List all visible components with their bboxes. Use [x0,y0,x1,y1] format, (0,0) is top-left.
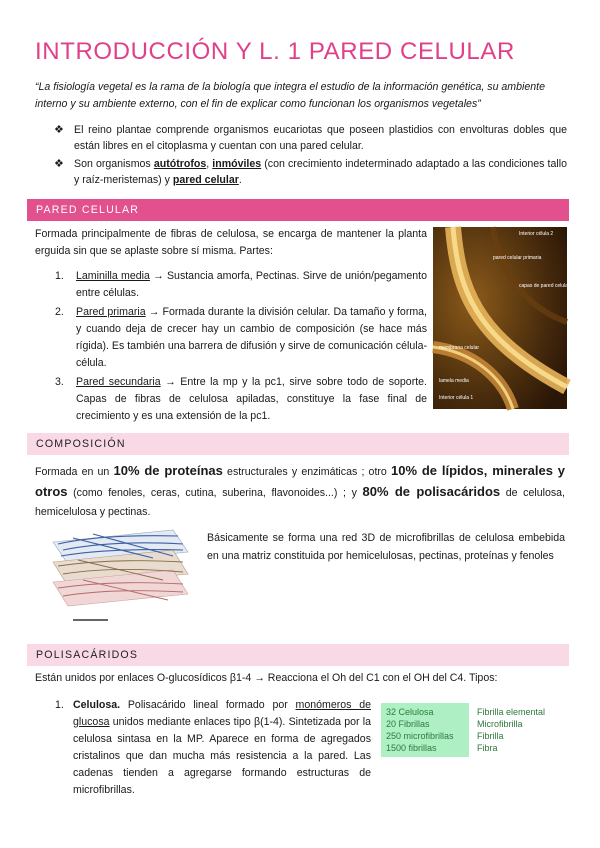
bullet-text: . [238,174,242,186]
diamond-bullet-icon: ❖ [54,124,64,136]
table-cell: Microfibrilla [477,719,523,729]
text: unidos mediante enlaces tipo β(1-4). Sintetizada por la celulosa sintasa en la MP. Aparece en forma de agregados cristalinos que dan mucha más resistencia a la pared. Las cadenas tienden a agregarse formando estructuras de microfibrillas. [73,716,371,796]
term-inmoviles: inmóviles [212,158,262,170]
bullet-text: , [206,158,213,170]
term-pared-secundaria: Pared secundaria [76,376,161,388]
item-number: 3. [55,376,64,388]
composicion-side-text: Básicamente se forma una red 3D de microfibrillas de celulosa embebida en una matriz constituida por hemicelulosas, pectinas, proteínas y fenoles [207,532,565,562]
page-title: INTRODUCCIÓN Y L. 1 PARED CELULAR [35,38,515,65]
pared-parts-list [55,268,427,427]
pct-lipidos: 10% de lípidos, minerales y otros [35,463,565,499]
pct-proteinas: 10% de proteínas [113,463,223,478]
pct-polisacaridos: 80% de polisacáridos [362,484,501,499]
table-cell: 1500 fibrillas [386,743,437,753]
term-pared-celular: pared celular [172,174,239,186]
label-lamela-media: lamela media [439,378,469,384]
item-text: → Entre la mp y la pc1, sirve sobre todo de soporte. Capas de fibras de celulosa apiladas, constituye la fase final de crecimiento y es una extensión de la pc1. [76,376,428,422]
celulosa-item [55,697,371,799]
label-pared-primaria: pared celular primaria [493,255,542,261]
table-cell: Fibra [477,743,498,753]
fibril-name-column [469,703,559,757]
table-cell: Fibrilla [477,731,504,741]
table-cell: 32 Celulosa [386,707,434,717]
intro-bullet-list [52,122,567,190]
fibril-hierarchy-table [381,703,559,757]
fibril-count-column [381,703,469,757]
bullet-text: El reino plantae comprende organismos eucariotas que poseen plastidios con envolturas dobles que están libres en el citoplasma y cuentan con una pared celular. [74,124,567,152]
list-item [55,304,427,372]
text: Polisacárido lineal formado por [120,699,296,711]
section-header-pared-celular: PARED CELULAR [27,199,569,221]
bullet-text: (con crecimiento indeterminado adaptado a las condiciones tallo y raíz-meristemas) y [74,158,567,186]
term-celulosa: Celulosa. [73,699,121,711]
section-header-polisacaridos: POLISACÁRIDOS [27,644,569,666]
text: Formada en un [35,466,114,478]
section-header-composicion: COMPOSICIÓN [27,433,569,455]
pared-intro: Formada principalmente de fibras de celulosa, se encarga de mantener la planta erguida sin que se aplaste sobre sí misma. Partes: [35,228,427,257]
text: estructurales y enzimáticas ; otro [222,466,391,478]
table-cell: 250 microfibrillas [386,731,454,741]
list-item [52,156,567,188]
intro-quote: “La fisiología vegetal es la rama de la biología que integra el estudio de la información genética, su ambiente interno y su ambiente externo, con el fin de explicar como funcionan los organismos vegetales” [35,81,545,110]
label-interior-celula-2: Interior célula 2 [519,231,554,237]
item-text: → Sustancia amorfa, Pectinas. Sirve de unión/pegamento entre células. [76,270,427,299]
term-autotrofos: autótrofos [153,158,207,170]
list-item [55,374,427,425]
list-item [55,268,427,302]
term-pared-primaria: Pared primaria [76,306,146,318]
label-interior-celula-1: Interior célula 1 [439,395,474,401]
composicion-paragraph [35,461,565,522]
label-pared-secundaria: capas de pared celular secundaria [519,283,596,289]
table-cell: Fibrilla elemental [477,707,546,717]
label-membrana-celular: membrana celular [439,345,480,351]
diamond-bullet-icon: ❖ [54,158,64,170]
item-number: 1. [55,270,64,282]
item-number: 1. [55,699,64,711]
table-cell: 20 Fibrillas [386,719,430,729]
text: (como fenoles, ceras, cutina, suberina, flavonoides...) ; y [67,487,363,499]
item-text: → Formada durante la división celular. Da tamaño y forma, y cuando deja de crecer hay un cambio de composición (se hace más rígida). Es también una barrera de difusión y sirve de comunicación célula-célula. [76,306,428,369]
item-number: 2. [55,306,64,318]
bullet-text: Son organismos [74,158,154,170]
list-item [52,122,567,154]
term-monomeros-glucosa: monómeros de glucosa [73,699,371,728]
cell-wall-micrograph [433,227,596,409]
text: de celulosa, hemicelulosa y pectinas. [35,487,565,518]
polisacaridos-intro: Están unidos por enlaces O-glucosídicos β1-4 → Reacciona el Oh del C1 con el OH del C4. Tipos: [35,672,498,684]
microfibril-diagram [33,522,193,630]
term-laminilla-media: Laminilla media [76,270,150,282]
